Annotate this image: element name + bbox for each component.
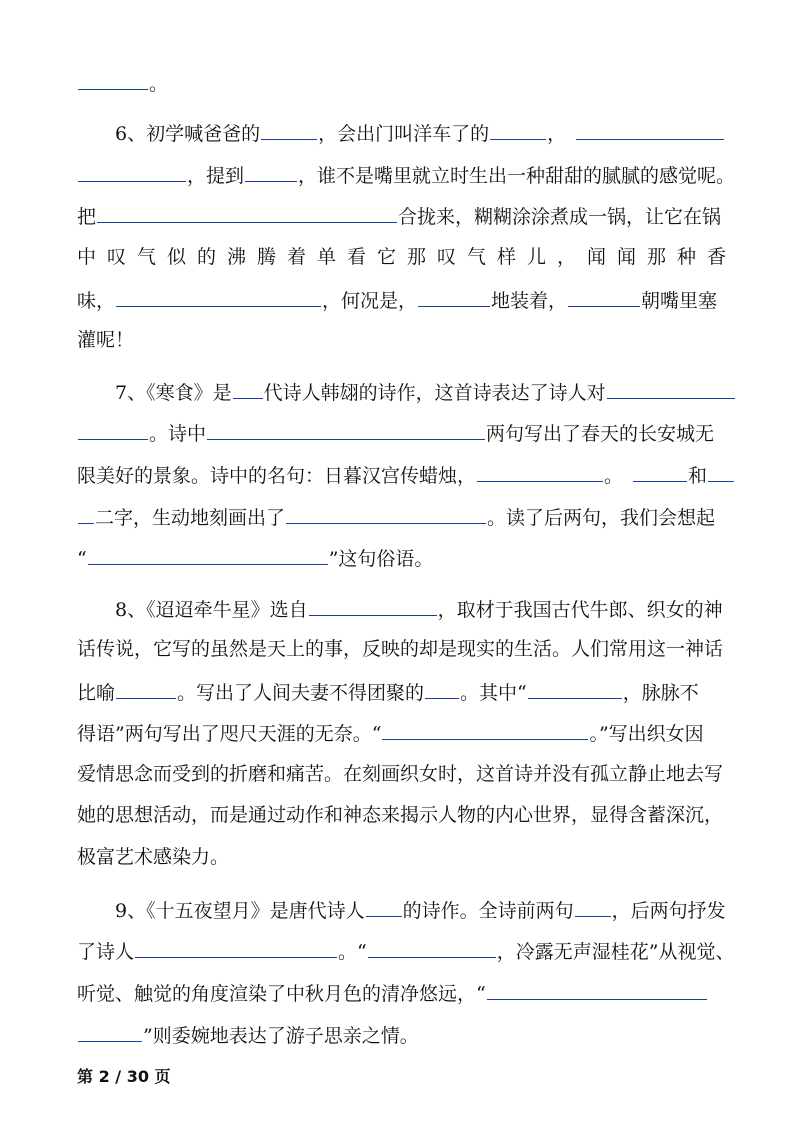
answer-blank[interactable]	[576, 120, 724, 140]
q6-line-5	[77, 287, 719, 313]
answer-blank[interactable]	[116, 679, 176, 699]
answer-blank[interactable]	[88, 545, 328, 565]
answer-blank[interactable]	[286, 504, 486, 524]
q8-line-6: 她的思想活动，而是通过动作和神态来揭示人物的内心世界，显得含蓄深沉，	[77, 804, 724, 826]
q6-line-6: 灌呢！	[77, 329, 135, 351]
text: 。	[149, 73, 169, 95]
text: ，后两句抒发	[611, 900, 726, 922]
answer-blank[interactable]	[207, 420, 485, 440]
text: 听觉、触觉的角度渲染了中秋月色的清净悠远，“	[77, 983, 486, 1005]
page-number: 第 2 / 30 页	[77, 1067, 171, 1086]
text: 。其中“	[460, 682, 527, 704]
q9-line-3	[77, 980, 719, 1006]
answer-blank[interactable]	[708, 462, 734, 482]
text: ，会出门叫洋车了的	[318, 123, 490, 145]
text: 代诗人韩翃的诗作，这首诗表达了诗人对	[263, 382, 606, 404]
q7-line-2	[77, 420, 719, 446]
answer-blank[interactable]	[418, 287, 490, 307]
answer-blank[interactable]	[366, 897, 402, 917]
answer-blank[interactable]	[487, 980, 707, 1000]
answer-blank[interactable]	[261, 120, 317, 140]
text: ”这句俗语。	[328, 548, 434, 570]
text: 7、《寒食》是	[115, 382, 232, 404]
text: 。读了后两句，我们会想起	[487, 507, 716, 529]
text: ，	[547, 123, 567, 145]
q8-line-5: 爱情思念而受到的折磨和痛苦。在刻画织女时，这首诗并没有孤立静止地去写	[77, 763, 724, 785]
text: ”则委婉地表达了游子思亲之情。	[143, 1025, 419, 1047]
text: ，取材于我国古代牛郎、织女的神	[437, 599, 723, 621]
answer-blank[interactable]	[382, 720, 588, 740]
answer-blank[interactable]	[233, 379, 263, 399]
q7-line-1	[115, 379, 719, 405]
text: 限美好的景象。诗中的名句：日暮汉宫传蜡烛，	[77, 465, 477, 487]
text: 把	[77, 206, 97, 228]
q6-line-2	[77, 162, 736, 188]
text: 9、《十五夜望月》是唐代诗人	[115, 900, 365, 922]
text: 比喻	[77, 682, 116, 704]
answer-blank[interactable]	[607, 379, 735, 399]
text: 的诗作。全诗前两句	[402, 900, 574, 922]
answer-blank[interactable]	[368, 938, 496, 958]
answer-blank[interactable]	[490, 120, 546, 140]
text: 。	[604, 465, 624, 487]
q7-line-5	[77, 545, 719, 571]
q9-line-2	[77, 938, 735, 964]
text: 二字，生动地刻画出了	[95, 507, 286, 529]
text: 。“	[338, 941, 367, 963]
answer-blank[interactable]	[309, 596, 437, 616]
q8-line-1	[115, 596, 723, 622]
answer-blank[interactable]	[97, 203, 397, 223]
q7-line-4	[77, 504, 719, 530]
q8-line-2: 话传说，它写的虽然是天上的事，反映的却是现实的生活。人们常用这一神话	[77, 638, 724, 660]
q7-line-3	[77, 462, 719, 488]
text: 朝嘴里塞	[641, 290, 718, 312]
q6-line-4: 中叹气似的沸腾着单看它那叹气样儿，闻闻那种香	[77, 246, 738, 268]
answer-blank[interactable]	[116, 287, 321, 307]
text: 地装着，	[491, 290, 568, 312]
text: ，谁不是嘴里就立时生出一种甜甜的腻腻的感觉呢。	[298, 165, 736, 187]
q5-tail-line	[77, 70, 719, 96]
answer-blank[interactable]	[78, 70, 148, 90]
answer-blank[interactable]	[477, 462, 603, 482]
q6-line-1	[115, 120, 719, 146]
text: 8、《迢迢牵牛星》选自	[115, 599, 308, 621]
answer-blank[interactable]	[575, 897, 611, 917]
q8-line-3	[77, 679, 719, 705]
text: 和	[688, 465, 708, 487]
answer-blank[interactable]	[633, 462, 687, 482]
text: ，冷露无声湿桂花”从视觉、	[496, 941, 735, 963]
text: 了诗人	[77, 941, 135, 963]
text: 味，	[77, 290, 116, 312]
q8-line-4	[77, 720, 719, 746]
answer-blank[interactable]	[78, 420, 148, 440]
text: 6、初学喊爸爸的	[115, 123, 261, 145]
q6-line-3	[77, 203, 722, 229]
answer-blank[interactable]	[528, 679, 622, 699]
answer-blank[interactable]	[245, 162, 297, 182]
answer-blank[interactable]	[425, 679, 459, 699]
text: 两句写出了春天的长安城无	[486, 423, 715, 445]
answer-blank[interactable]	[78, 504, 94, 524]
text: ，提到	[187, 165, 245, 187]
text: 合拢来，糊糊涂涂煮成一锅，让它在锅	[398, 206, 722, 228]
q9-line-4	[77, 1022, 719, 1048]
text: 。写出了人间夫妻不得团聚的	[177, 682, 425, 704]
text: ，脉脉不	[622, 682, 699, 704]
answer-blank[interactable]	[135, 938, 337, 958]
answer-blank[interactable]	[78, 1022, 142, 1042]
answer-blank[interactable]	[78, 162, 186, 182]
text: 得语”两句写出了咫尺天涯的无奈。“	[77, 723, 382, 745]
answer-blank[interactable]	[568, 287, 640, 307]
q8-line-7: 极富艺术感染力。	[77, 846, 230, 868]
text: ，何况是，	[322, 290, 418, 312]
q9-line-1	[115, 897, 726, 923]
text: “	[77, 548, 87, 570]
text: 。”写出织女因	[589, 723, 704, 745]
text: 。诗中	[149, 423, 207, 445]
